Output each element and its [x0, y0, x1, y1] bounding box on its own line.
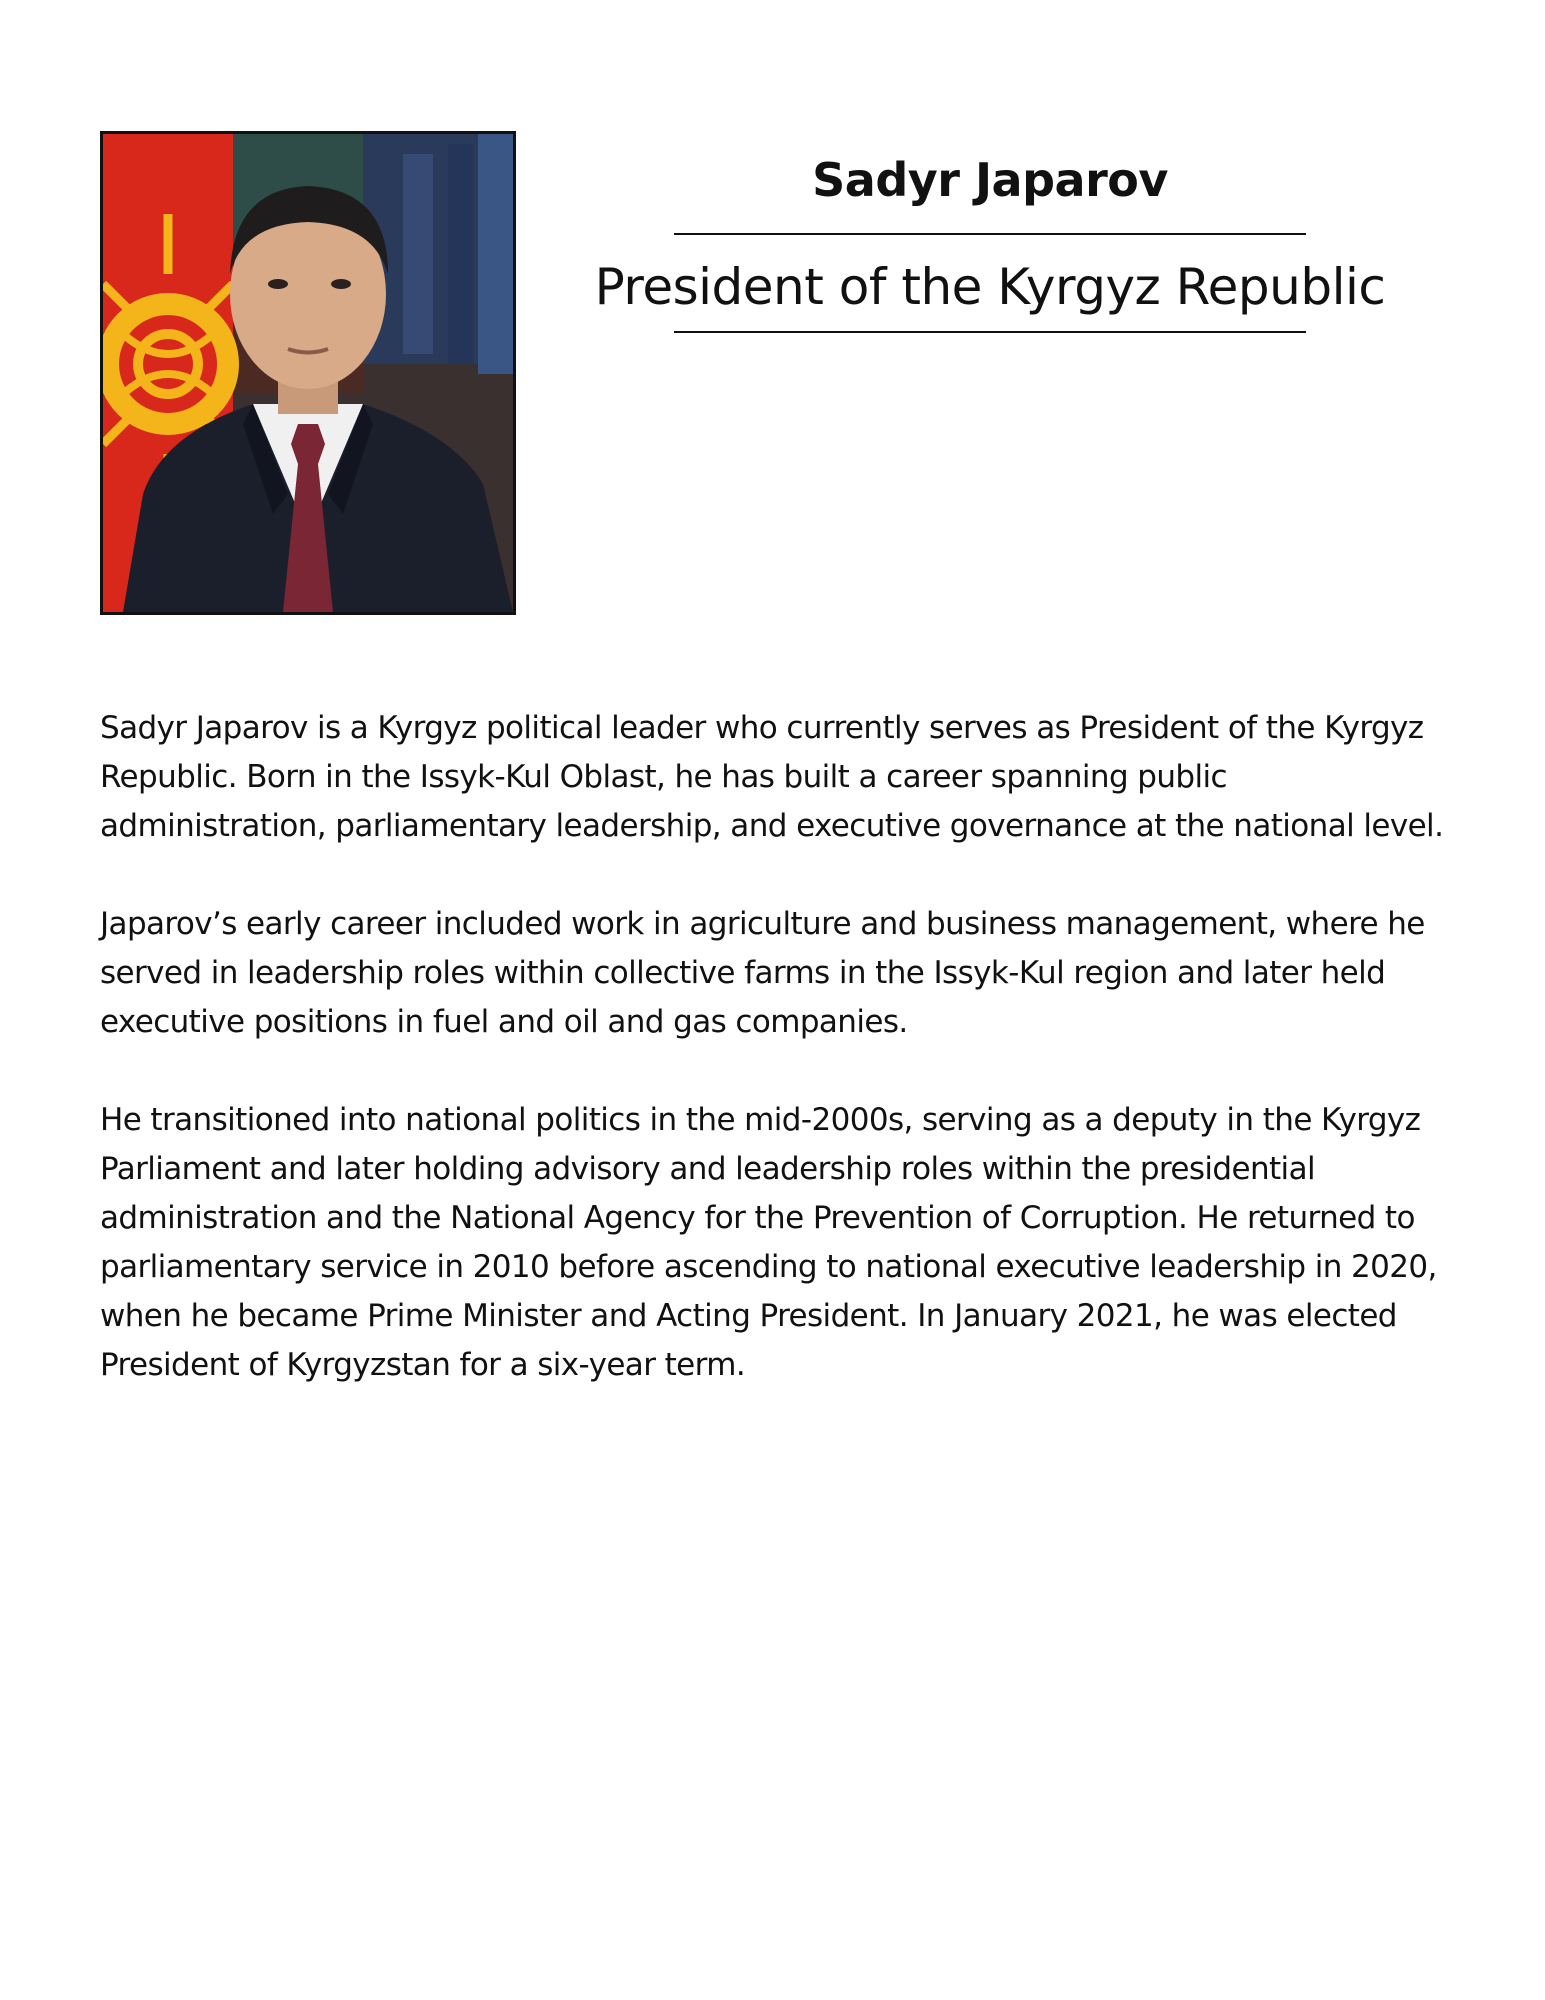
portrait-illustration — [103, 134, 513, 612]
portrait-photo — [100, 131, 516, 615]
person-title: President of the Kyrgyz Republic — [594, 258, 1386, 316]
divider-bottom — [674, 331, 1306, 333]
profile-header — [560, 150, 1420, 333]
bio-paragraph: Japarov’s early career included work in agriculture and business management, where he served in leadership roles within collective farms in the Issyk-Kul region and later held executive positions in fuel and oil and gas companies. — [100, 906, 1425, 1040]
bio-paragraph: Sadyr Japarov is a Kyrgyz political leader who currently serves as President of the Kyrgyz Republic. Born in the Issyk-Kul Oblast, he has built a career spanning public administration, parliamentary leadership, and executive governance at the national level. — [100, 710, 1444, 844]
bio-paragraph: He transitioned into national politics in the mid-2000s, serving as a deputy in the Kyrgyz Parliament and later holding advisory and leadership roles within the presidential administration and the National Agency for the Prevention of Corruption. He returned to parliamentary service in 2010 before ascending to national executive leadership in 2020, when he became Prime Minister and Acting President. In January 2021, he was elected President of Kyrgyzstan for a six-year term. — [100, 1102, 1437, 1383]
biography — [100, 704, 1460, 1439]
divider-top — [674, 233, 1306, 235]
person-name: Sadyr Japarov — [812, 153, 1168, 207]
